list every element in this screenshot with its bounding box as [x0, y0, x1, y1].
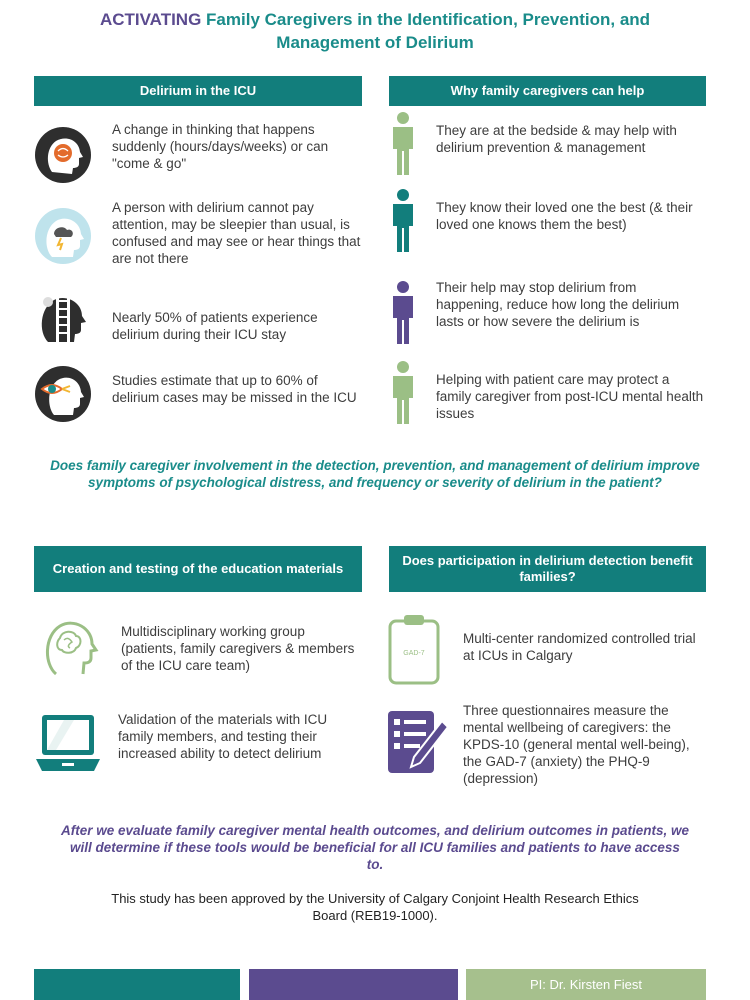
title-line1: Family Caregivers in the Identification, Prevention, and [206, 10, 651, 29]
person-icon-teal [390, 188, 416, 254]
title-accent: ACTIVATING [99, 10, 202, 29]
clipboard-label: GAD-7 [403, 650, 425, 657]
left-item-1 [112, 121, 362, 172]
why-caregivers-header: Why family caregivers can help [389, 76, 706, 106]
person-icon-purple [390, 280, 416, 346]
right-item-1-text: They are at the bedside & may help with delirium prevention & management [436, 123, 677, 155]
clipboard-icon [386, 613, 442, 685]
right-item-3 [436, 279, 706, 330]
poster-title [0, 8, 750, 54]
left-item-2-text: A person with delirium cannot pay attention, may be sleepier than usual, is confused and may see or hear things that are not there [112, 200, 361, 266]
left-item-2 [112, 199, 362, 267]
ethics-approval: This study has been approved by the University of Calgary Conjoint Health Research Ethics Board (REB19-1000). [111, 891, 639, 923]
right-item-3-text: Their help may stop delirium from happening, reduce how long the delirium lasts or how severe the delirium is [436, 280, 680, 329]
footer-pi: PI: Dr. Kirsten Fiest [466, 969, 706, 1000]
lower-left-item-1 [121, 623, 362, 674]
eye-head-icon [34, 365, 92, 423]
left-item-4 [112, 372, 362, 406]
research-question: Does family caregiver involvement in the detection, prevention, and management of delirium improve symptoms of psychological distress, and frequency or severity of delirium in the patient? [50, 458, 700, 490]
footer-bar-teal [34, 969, 240, 1000]
right-item-4-text: Helping with patient care may protect a family caregiver from post-ICU mental health issues [436, 372, 704, 421]
lower-left-item-2 [118, 711, 362, 762]
person-icon-green-1 [390, 111, 416, 177]
thinking-head-icon [38, 616, 100, 678]
lower-right-item-2 [463, 702, 706, 787]
education-materials-header: Creation and testing of the education materials [34, 546, 362, 592]
right-item-4 [436, 371, 706, 422]
lower-right-item-1 [463, 630, 706, 664]
storm-head-icon [34, 207, 92, 265]
title-line2: Management of Delirium [276, 33, 474, 52]
right-item-2 [436, 199, 706, 233]
footer-bar-purple [249, 969, 458, 1000]
brain-head-icon [34, 126, 92, 184]
ladder-head-icon [34, 290, 92, 348]
lower-left-item-2-text: Validation of the materials with ICU family members, and testing their increased ability to detect delirium [118, 712, 328, 761]
left-item-3 [112, 309, 362, 343]
form-pencil-icon [386, 707, 448, 777]
right-item-2-text: They know their loved one the best (& their loved one knows them the best) [436, 200, 693, 232]
person-icon-green-2 [390, 360, 416, 426]
lower-right-item-1-text: Multi-center randomized controlled trial at ICUs in Calgary [463, 631, 696, 663]
lower-left-item-1-text: Multidisciplinary working group (patients, family caregivers & members of the ICU care team) [121, 624, 355, 673]
laptop-icon [34, 711, 102, 779]
lower-right-item-2-text: Three questionnaires measure the mental wellbeing of caregivers: the KPDS-10 (general mental well-being), the GAD-7 (anxiety) the PHQ-9 (depression) [463, 703, 690, 786]
conclusion-statement: After we evaluate family caregiver mental health outcomes, and delirium outcomes in patients, we will determine if these tools would be beneficial for all ICU families and patients to have access to. [61, 823, 689, 872]
delirium-icu-header: Delirium in the ICU [34, 76, 362, 106]
right-item-1 [436, 122, 706, 156]
left-item-1-text: A change in thinking that happens suddenly (hours/days/weeks) or can "come & go" [112, 122, 329, 171]
participation-benefit-header: Does participation in delirium detection benefit families? [389, 546, 706, 592]
left-item-3-text: Nearly 50% of patients experience delirium during their ICU stay [112, 310, 318, 342]
left-item-4-text: Studies estimate that up to 60% of delirium cases may be missed in the ICU [112, 373, 357, 405]
